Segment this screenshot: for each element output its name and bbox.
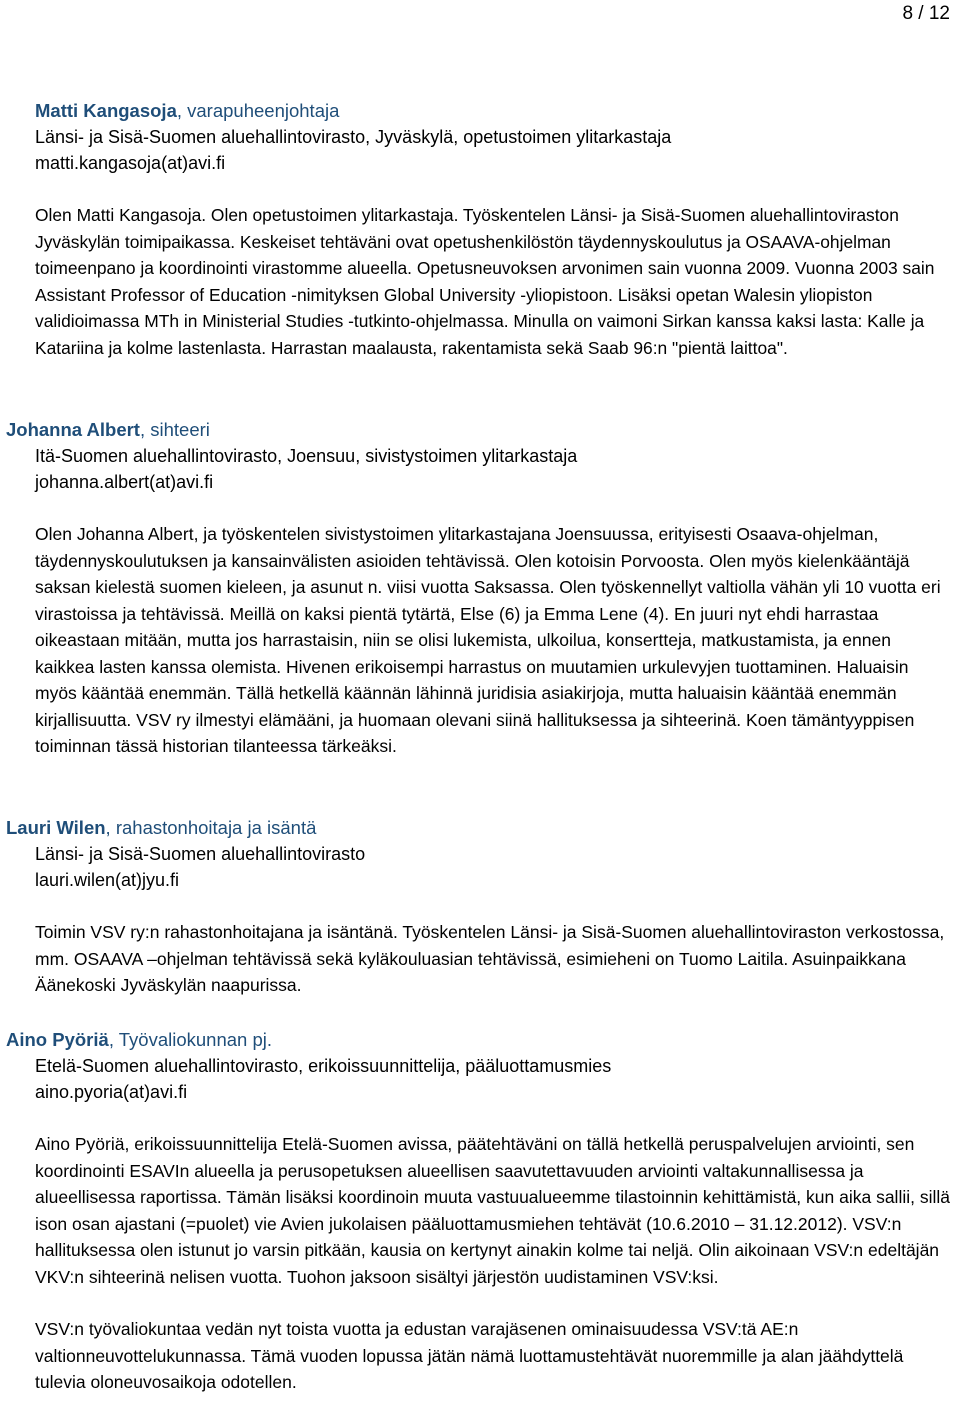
member-email: johanna.albert(at)avi.fi	[35, 472, 214, 492]
member-organization: Länsi- ja Sisä-Suomen aluehallintovirasto, Jyväskylä, opetustoimen ylitarkastaja	[35, 127, 672, 147]
member-bio: Olen Johanna Albert, ja työskentelen sivistystoimen ylitarkastajana Joensuussa, erityisesti Osaava-ohjelman, täydennyskoulutuksen ja kansainvälisten asioiden tehtävissä. Olen kotoisin Porvoosta. Olen myös kielenkääntäjä saksan kielestä suomen kieleen, ja asunut n. viisi vuotta Saksassa. Olen työskennellyt valtiolla vähän yli 10 vuotta eri virastoissa ja tehtävissä. Meillä on kaksi pientä tytärtä, Else (6) ja Emma Lene (4). En juuri nyt ehdi harrastaa oikeastaan mitään, mutta jos harrastaisin, niin se olisi lukemista, ulkoilua, konsertteja, matkustamista, ja ennen kaikkea lasten kanssa olemista. Hivenen erikoisempi harrastus on muutamien urkulevyjen tuottaminen. Haluaisin myös kääntää enemmän. Tällä hetkellä käännän lähinnä juridisia asiakirjoja, mutta haluaisin kääntää enemmän kirjallisuutta. VSV ry ilmestyi elämääni, ja huomaan olevani siinä hallituksessa ja sihteerinä. Koen tämäntyyppisen toiminnan tässä historian tilanteessa tärkeäksi.	[35, 524, 941, 756]
member-email: aino.pyoria(at)avi.fi	[35, 1082, 188, 1102]
member-heading	[6, 815, 960, 841]
member-organization: Itä-Suomen aluehallintovirasto, Joensuu, sivistystoimen ylitarkastaja	[35, 446, 578, 466]
member-heading	[35, 98, 960, 124]
member-profile-lauri	[0, 815, 960, 999]
page-number: 8 / 12	[902, 3, 950, 24]
member-bio: Aino Pyöriä, erikoissuunnittelija Etelä-Suomen avissa, päätehtäväni on tällä hetkellä peruspalvelujen arviointi, sen koordinointi ESAVIn alueella ja perusopetuksen alueellisen saavutettavuuden arviointi valtakunnallisessa ja alueellisessa raportissa. Tämän lisäksi koordinoin muuta vastuualueemme tilastoinnin kehittämistä, kun aika sallii, sillä ison osan ajastani (=puolet) vie Avien jukolaisen pääluottamusmiehen tehtävät (10.6.2010 – 31.12.2012). VSV:n hallituksessa olen istunut jo varsin pitkään, kausia on kertynyt ainakin kolme tai neljä. Olin aikoinaan VSV:n edeltäjän VKV:n sihteerinä nelisen vuotta. Tuohon jaksoon sisältyi järjestön uudistaminen VSV:ksi.	[35, 1134, 950, 1287]
member-email: matti.kangasoja(at)avi.fi	[35, 153, 226, 173]
member-profile-johanna	[0, 417, 960, 760]
member-role: , rahastonhoitaja ja isäntä	[105, 817, 317, 838]
member-name: Johanna Albert	[6, 419, 140, 440]
member-profile-matti	[0, 98, 960, 361]
member-bio-continued: VSV:n työvaliokuntaa vedän nyt toista vuotta ja edustan varajäsenen ominaisuudessa VSV:tä AE:n valtionneuvottelukunnassa. Tämä vuoden lopussa jätän nämä luottamustehtävät nuoremmille ja alan jäähdyttelä tulevia oloneuvosaikoja odotellen.	[35, 1319, 904, 1392]
member-name: Matti Kangasoja	[35, 100, 177, 121]
member-role: , Työvaliokunnan pj.	[108, 1029, 272, 1050]
member-heading	[6, 417, 960, 443]
member-organization: Länsi- ja Sisä-Suomen aluehallintovirasto	[35, 844, 366, 864]
member-role: , varapuheenjohtaja	[176, 100, 340, 121]
member-name: Lauri Wilen	[6, 817, 106, 838]
member-name: Aino Pyöriä	[6, 1029, 109, 1050]
member-bio: Toimin VSV ry:n rahastonhoitajana ja isäntänä. Työskentelen Länsi- ja Sisä-Suomen aluehallintoviraston verkostossa, mm. OSAAVA –ohjelman tehtävissä sekä kyläkouluasian tehtävissä, esimieheni on Tuomo Laitila. Asuinpaikkana Äänekoski Jyväskylän naapurissa.	[35, 922, 945, 995]
member-bio: Olen Matti Kangasoja. Olen opetustoimen ylitarkastaja. Työskentelen Länsi- ja Sisä-Suomen aluehallintoviraston Jyväskylän toimipaikassa. Keskeiset tehtäväni ovat opetushenkilöstön täydennyskoulutus ja OSAAVA-ohjelman toimeenpano ja koordinointi virastomme alueella. Opetusneuvoksen arvonimen sain vuonna 2009. Vuonna 2003 sain Assistant Professor of Education -nimityksen Global University -yliopistoon. Lisäksi opetan Walesin yliopiston validioimassa MTh in Ministerial Studies -tutkinto-ohjelmassa. Minulla on vaimoni Sirkan kanssa kaksi lasta: Kalle ja Katariina ja kolme lastenlasta. Harrastan maalausta, rakentamista sekä Saab 96:n "pientä laittoa".	[35, 205, 935, 358]
member-role: , sihteeri	[139, 419, 210, 440]
member-organization: Etelä-Suomen aluehallintovirasto, erikoissuunnittelija, pääluottamusmies	[35, 1056, 612, 1076]
member-heading	[6, 1027, 960, 1053]
member-email: lauri.wilen(at)jyu.fi	[35, 870, 180, 890]
member-profile-aino	[0, 1027, 960, 1396]
